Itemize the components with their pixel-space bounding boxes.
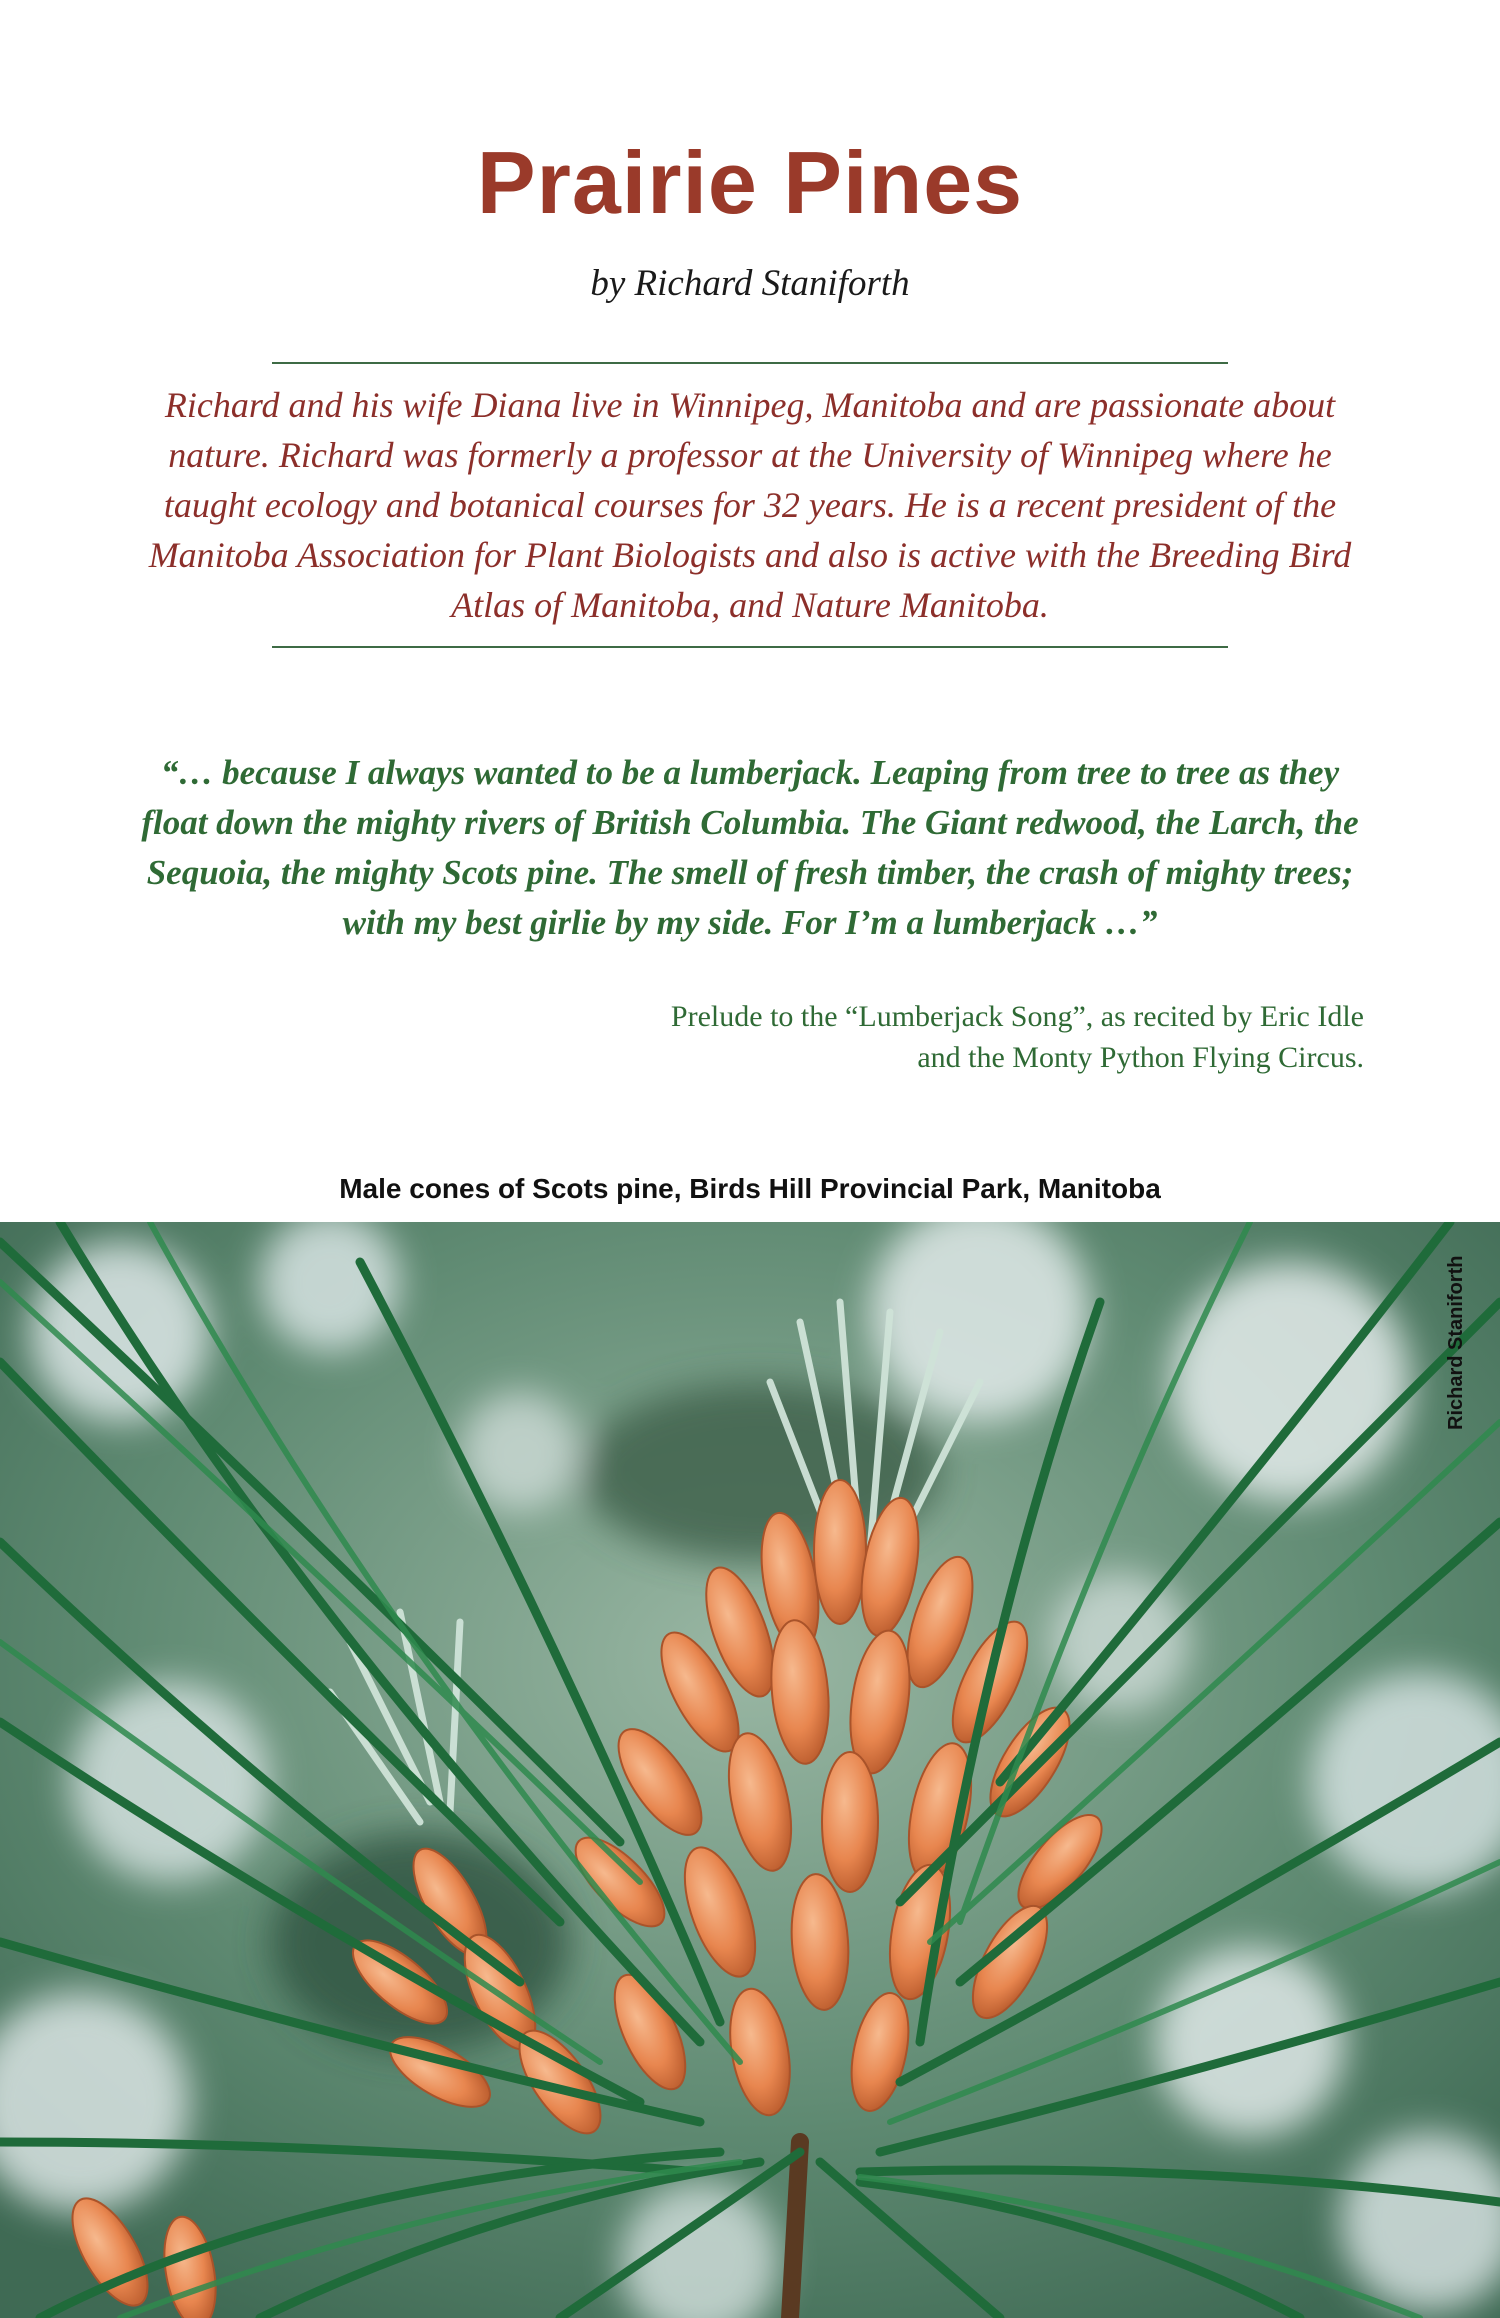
attribution-line-2: and the Monty Python Flying Circus.	[917, 1041, 1364, 1074]
bio-top-divider	[272, 362, 1228, 364]
epigraph-quote: “… because I always wanted to be a lumberjack. Leaping from tree to tree as they float down the mighty rivers of British Columbia. The Giant redwood, the Larch, the Sequoia, the mighty Scots pine. The smell of fresh timber, the crash of mighty trees; with my best girlie by my side. For I’m a lumberjack …”	[141, 753, 1359, 942]
bio-bottom-divider	[272, 646, 1228, 648]
photo-credit: Richard Staniforth	[1445, 1255, 1467, 1430]
article-title: Prairie Pines	[476, 133, 1024, 232]
pine-cones-photo	[0, 1222, 1500, 2318]
article-byline: by Richard Staniforth	[590, 263, 910, 304]
attribution-line-1: Prelude to the “Lumberjack Song”, as recited by Eric Idle	[670, 1000, 1364, 1033]
quote-attribution	[464, 996, 1364, 1078]
pine-cones-illustration	[0, 1222, 1500, 2318]
author-bio: Richard and his wife Diana live in Winnipeg, Manitoba and are passionate about nature. Richard was formerly a professor at the University of Winnipeg where he taught ecology and botanical courses for 32 years. He is a recent president of the Manitoba Association for Plant Biologists and also is active with the Breeding Bird Atlas of Manitoba, and Nature Manitoba.	[148, 385, 1352, 625]
photo-caption: Male cones of Scots pine, Birds Hill Provincial Park, Manitoba	[339, 1173, 1161, 1204]
